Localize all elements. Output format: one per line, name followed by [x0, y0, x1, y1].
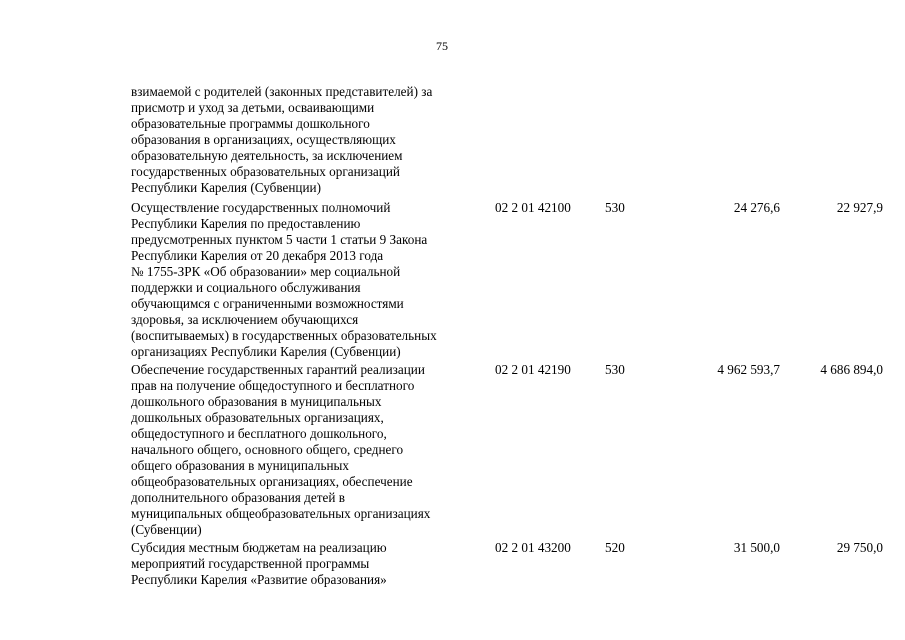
row-type: 520: [605, 540, 625, 555]
row-amount-2: 22 927,9: [836, 200, 883, 215]
row-code: 02 2 01 42190: [495, 362, 571, 377]
row-amount-1: 31 500,0: [733, 540, 780, 555]
page-number: 75: [436, 39, 448, 53]
row-description: Осуществление государственных полномочий Республики Карелия по предоставлению предусмотренных пунктом 5 части 1 статьи 9 Закона Республики Карелия от 20 декабря 2013 года № 1755-ЗРК «Об образовании» мер социальной поддержки и социального обслуживания обучающимся с ограниченными возможностями здоровья, за исключением обучающихся (воспитываемых) в государственных образовательных организациях Республики Карелия (Субвенции): [131, 200, 437, 359]
row-code: 02 2 01 43200: [495, 540, 571, 555]
row-type: 530: [605, 200, 625, 215]
row-amount-2: 29 750,0: [836, 540, 883, 555]
row-code: 02 2 01 42100: [495, 200, 571, 215]
row-description: взимаемой с родителей (законных представителей) за присмотр и уход за детьми, осваивающими образовательные программы дошкольного образования в организациях, осуществляющих образовательную деятельность, за исключением государственных образовательных организаций Республики Карелия (Субвенции): [131, 84, 433, 195]
row-description: Субсидия местным бюджетам на реализацию мероприятий государственной программы Республики Карелия «Развитие образования»: [131, 540, 387, 587]
row-amount-1: 4 962 593,7: [717, 362, 780, 377]
row-amount-2: 4 686 894,0: [820, 362, 883, 377]
row-type: 530: [605, 362, 625, 377]
row-amount-1: 24 276,6: [733, 200, 780, 215]
row-description: Обеспечение государственных гарантий реализации прав на получение общедоступного и бесплатного дошкольного образования в муниципальных дошкольных образовательных организациях, общедоступного и бесплатного дошкольного, начального общего, основного общего, среднего общего образования в муниципальных общеобразовательных организациях, обеспечение дополнительного образования детей в муниципальных общеобразовательных организациях (Субвенции): [131, 362, 431, 537]
